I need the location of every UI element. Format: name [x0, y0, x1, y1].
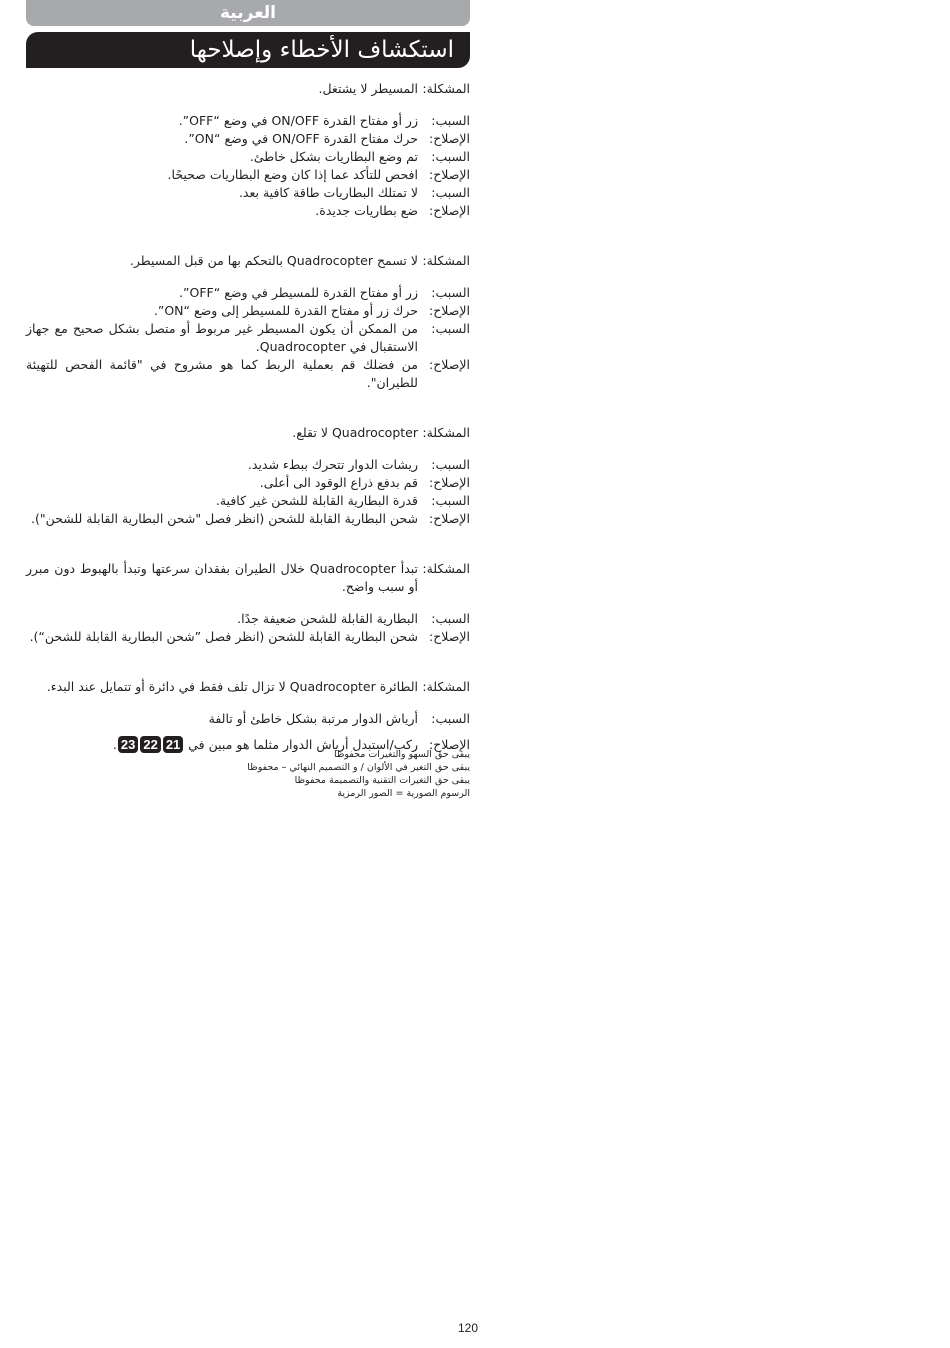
cause-text: لا تمتلك البطاريات طاقة كافية بعد.: [238, 185, 418, 200]
fix-row: [26, 356, 470, 392]
figure-ref-badge: 22: [140, 736, 160, 753]
problem-text: تبدأ Quadrocopter خلال الطيران بفقدان سرعتها وتبدأ بالهبوط دون مبرر أو سبب واضح.: [26, 561, 419, 594]
cause-text: البطارية القابلة للشحن ضعيفة جدًا.: [237, 611, 418, 626]
problem-section: [26, 560, 470, 646]
troubleshooting-content: [26, 80, 470, 754]
cause-label: السبب:: [431, 185, 470, 200]
fix-text: افحص للتأكد عما إذا كان وضع البطاريات صحيحًا.: [167, 167, 418, 182]
cause-text: ريشات الدوار تتحرك ببطء شديد.: [247, 457, 418, 472]
problem-row: [26, 678, 470, 696]
footer-line: يبقى حق التغيرات التقنية والتصميمة محفوظا: [294, 775, 470, 786]
cause-row: [26, 610, 470, 628]
fix-row: [26, 628, 470, 646]
cause-text: من الممكن أن يكون المسيطر غير مربوط أو متصل بشكل صحيح مع جهاز الاستقبال في Quadrocopter.: [26, 321, 418, 354]
fix-text: شحن البطارية القابلة للشحن (انظر فصل ”شحن البطارية القابلة للشحن“).: [29, 629, 418, 644]
fix-text: من فضلك قم بعملية الربط كما هو مشروح في "قائمة الفحص للتهيئة للطيران".: [26, 357, 418, 390]
cause-text: زر أو مفتاح القدرة ON/OFF في وضع “OFF”.: [178, 113, 418, 128]
problem-label: المشكلة:: [422, 679, 470, 694]
fix-text: شحن البطارية القابلة للشحن (انظر فصل "شحن البطارية القابلة للشحن").: [31, 511, 418, 526]
problem-label: المشكلة:: [422, 81, 470, 96]
figure-ref-badge: 21: [163, 736, 183, 753]
fix-row: [26, 166, 470, 184]
problem-label: المشكلة:: [422, 253, 470, 268]
cause-label: السبب:: [431, 321, 470, 336]
cause-row: [26, 284, 470, 302]
fix-row: [26, 302, 470, 320]
fix-row: [26, 202, 470, 220]
problem-section: [26, 80, 470, 220]
fix-label: الإصلاح:: [429, 511, 470, 526]
language-tab: العربية: [26, 0, 470, 26]
footer-line: يبقى حق التغير في الألوان / و التصميم النهائي – محفوظا: [247, 762, 470, 773]
legal-footer: [26, 748, 470, 800]
cause-text: تم وضع البطاريات بشكل خاطئ.: [249, 149, 418, 164]
problem-row: [26, 252, 470, 270]
figure-ref-badge: 23: [118, 736, 138, 753]
fix-label: الإصلاح:: [429, 167, 470, 182]
fix-row: [26, 474, 470, 492]
fix-label: الإصلاح:: [429, 357, 470, 372]
fix-label: الإصلاح:: [429, 131, 470, 146]
fix-text: قم بدفع ذراع الوقود الى أعلى.: [259, 475, 418, 490]
problem-text: الطائرة Quadrocopter لا تزال تلف فقط في دائرة أو تتمايل عند البدء.: [46, 679, 418, 694]
fix-label: الإصلاح:: [429, 737, 470, 752]
problem-text: Quadrocopter لا تقلع.: [292, 425, 418, 440]
problem-section: [26, 678, 470, 754]
fix-row: [26, 130, 470, 148]
fix-label: الإصلاح:: [429, 475, 470, 490]
fix-text: حرك زر أو مفتاح القدرة للمسيطر إلى وضع “ON”.: [153, 303, 418, 318]
cause-label: السبب:: [431, 493, 470, 508]
fix-text: ضع بطاريات جديدة.: [315, 203, 418, 218]
problem-section: [26, 252, 470, 392]
footer-line: الرسوم الصورية = الصور الرمزية: [337, 788, 470, 799]
problem-text: لا تسمح Quadrocopter بالتحكم بها من قبل المسيطر.: [129, 253, 418, 268]
fix-label: الإصلاح:: [429, 203, 470, 218]
footer-line: يبقى حق السهو والتغيرات محفوظا: [333, 749, 470, 760]
fix-text: ركب/استبدل أرياش الدوار مثلما هو مبين في: [188, 737, 418, 752]
problem-row: [26, 424, 470, 442]
problem-row: [26, 80, 470, 98]
fix-text: حرك مفتاح القدرة ON/OFF في وضع “ON”.: [184, 131, 418, 146]
cause-row: [26, 456, 470, 474]
cause-label: السبب:: [431, 711, 470, 726]
cause-label: السبب:: [431, 611, 470, 626]
cause-row: [26, 148, 470, 166]
cause-label: السبب:: [431, 113, 470, 128]
problem-text: المسيطر لا يشتغل.: [318, 81, 418, 96]
cause-label: السبب:: [431, 285, 470, 300]
page-title: استكشاف الأخطاء وإصلاحها: [26, 32, 470, 68]
fix-text-suffix: .: [112, 737, 117, 752]
cause-row: [26, 112, 470, 130]
problem-section: [26, 424, 470, 528]
cause-text: زر أو مفتاح القدرة للمسيطر في وضع “OFF”.: [179, 285, 418, 300]
cause-text: أرياش الدوار مرتبة بشكل خاطئ أو تالفة: [208, 711, 418, 726]
problem-label: المشكلة:: [422, 425, 470, 440]
fix-row: [26, 510, 470, 528]
page-number: 120: [458, 1321, 479, 1335]
cause-label: السبب:: [431, 149, 470, 164]
fix-label: الإصلاح:: [429, 629, 470, 644]
cause-text: قدرة البطارية القابلة للشحن غير كافية.: [215, 493, 418, 508]
cause-row: [26, 710, 470, 728]
fix-label: الإصلاح:: [429, 303, 470, 318]
cause-row: [26, 492, 470, 510]
cause-row: [26, 184, 470, 202]
problem-row: [26, 560, 470, 596]
cause-label: السبب:: [431, 457, 470, 472]
cause-row: [26, 320, 470, 356]
problem-label: المشكلة:: [422, 561, 470, 576]
